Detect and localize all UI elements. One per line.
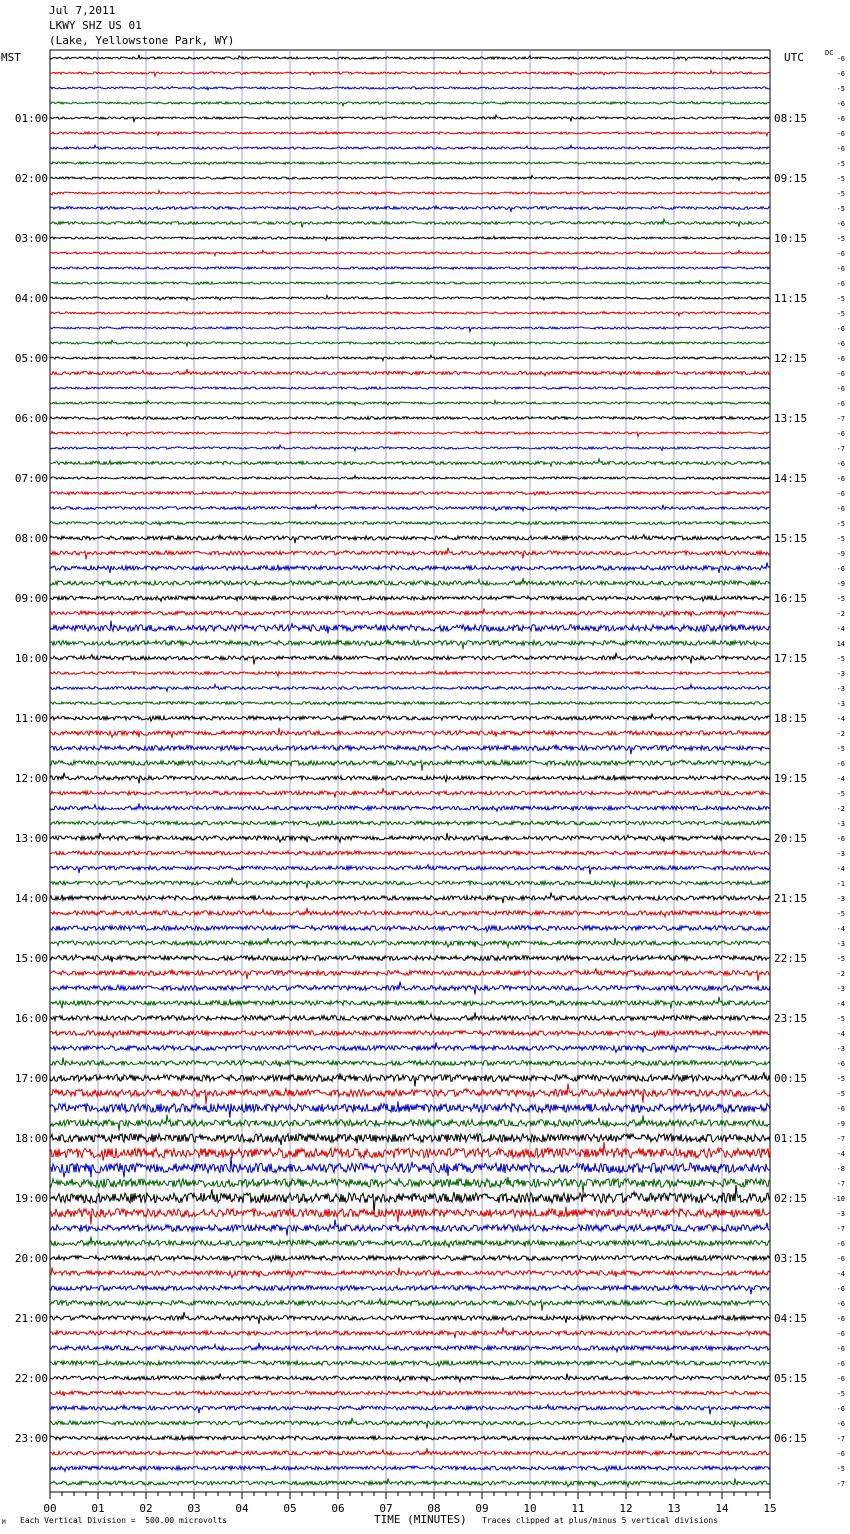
seismic-trace	[50, 1043, 770, 1053]
hour-label-right: 15:15	[774, 532, 808, 545]
seismic-trace	[50, 369, 770, 376]
seismic-trace	[50, 728, 770, 737]
dc-offset-value: -6	[836, 250, 845, 258]
dc-offset-value: -6	[836, 400, 845, 408]
seismic-trace	[50, 1268, 770, 1278]
hour-label-left: 23:00	[14, 1432, 48, 1445]
hour-label-left: 18:00	[14, 1132, 48, 1145]
seismic-trace	[50, 475, 770, 479]
seismic-trace	[50, 745, 770, 755]
hour-label-right: 16:15	[774, 592, 808, 605]
seismic-trace	[50, 1012, 770, 1020]
seismic-trace	[50, 431, 770, 437]
dc-offset-value: -6	[836, 145, 845, 153]
dc-offset-value: -7	[836, 1225, 845, 1233]
seismic-trace	[50, 578, 770, 585]
corner-mark: M	[2, 1519, 6, 1526]
dc-offset-value: -5	[836, 1390, 845, 1398]
seismic-trace	[50, 1084, 770, 1105]
seismic-trace	[50, 596, 770, 601]
seismic-trace	[50, 191, 770, 196]
dc-offset-value: -10	[832, 1195, 845, 1203]
hour-label-left: 06:00	[14, 412, 48, 425]
seismic-trace	[50, 445, 770, 451]
dc-offset-value: -5	[836, 1075, 845, 1083]
seismic-trace	[50, 401, 770, 406]
dc-offset-value: -2	[836, 805, 845, 813]
hour-label-right: 04:15	[774, 1312, 808, 1325]
dc-offset-value: -5	[836, 160, 845, 168]
hour-label-left: 05:00	[14, 352, 48, 365]
seismic-trace	[50, 417, 770, 420]
seismic-trace	[50, 865, 770, 875]
seismic-trace	[50, 1433, 770, 1443]
x-tick-label: 01	[91, 1502, 105, 1515]
seismic-trace	[50, 926, 770, 932]
seismic-trace	[50, 1479, 770, 1487]
seismic-trace	[50, 684, 770, 691]
dc-offset-value: -9	[836, 1120, 845, 1128]
seismic-trace	[50, 1256, 770, 1262]
dc-offset-value: -5	[836, 535, 845, 543]
seismic-trace	[50, 281, 770, 285]
x-tick-label: 12	[619, 1502, 633, 1515]
seismic-trace	[50, 653, 770, 665]
seismic-trace	[50, 505, 770, 511]
dc-offset-value: -7	[836, 445, 845, 453]
seismic-trace	[50, 387, 770, 390]
seismic-trace	[50, 1237, 770, 1248]
hour-label-left: 19:00	[14, 1192, 48, 1205]
dc-offset-value: -2	[836, 610, 845, 618]
hour-label-left: 11:00	[14, 712, 48, 725]
dc-offset-value: -3	[836, 670, 845, 678]
seismic-trace	[50, 997, 770, 1009]
seismic-trace	[50, 1312, 770, 1324]
x-tick-label: 08	[427, 1502, 441, 1515]
dc-offset-value: -6	[836, 475, 845, 483]
clip-note: Traces clipped at plus/minus 5 vertical divisions	[482, 1516, 719, 1525]
dc-offset-value: -5	[836, 1465, 845, 1473]
x-axis-label: TIME (MINUTES)	[374, 1513, 467, 1526]
hour-label-left: 04:00	[14, 292, 48, 305]
dc-offset-value: -5	[836, 175, 845, 183]
seismic-trace	[50, 609, 770, 617]
seismic-trace	[50, 1327, 770, 1338]
seismic-trace	[50, 1031, 770, 1038]
seismic-trace	[50, 1418, 770, 1429]
seismic-trace	[50, 326, 770, 332]
seismic-trace	[50, 355, 770, 360]
seismic-trace	[50, 492, 770, 496]
seismic-trace	[50, 1285, 770, 1295]
dc-offset-value: -5	[836, 595, 845, 603]
dc-offset-value: -5	[836, 790, 845, 798]
dc-offset-value: -3	[836, 820, 845, 828]
dc-offset-value: -6	[836, 760, 845, 768]
hour-label-left: 16:00	[14, 1012, 48, 1025]
dc-offset-value: -3	[836, 1210, 845, 1218]
seismic-trace	[50, 773, 770, 784]
seismic-trace	[50, 955, 770, 962]
seismic-trace	[50, 1299, 770, 1311]
location-label: (Lake, Yellowstone Park, WY)	[49, 34, 235, 47]
hour-label-right: 02:15	[774, 1192, 808, 1205]
dc-offset-value: -6	[836, 340, 845, 348]
hour-label-left: 01:00	[14, 112, 48, 125]
seismic-trace	[50, 296, 770, 301]
seismic-trace	[50, 340, 770, 346]
dc-offset-value: -6	[836, 565, 845, 573]
dc-offset-value: -4	[836, 1030, 845, 1038]
seismic-trace	[50, 145, 770, 149]
dc-offset-value: -6	[836, 1345, 845, 1353]
hour-label-right: 06:15	[774, 1432, 808, 1445]
hour-label-left: 10:00	[14, 652, 48, 665]
dc-offset-value: -7	[836, 1180, 845, 1188]
dc-offset-value: -6	[836, 1360, 845, 1368]
x-tick-label: 11	[571, 1502, 585, 1515]
seismic-trace	[50, 219, 770, 227]
seismic-trace	[50, 55, 770, 61]
hour-label-left: 22:00	[14, 1372, 48, 1385]
seismic-trace	[50, 714, 770, 722]
dc-offset-value: -5	[836, 1090, 845, 1098]
dc-offset-value: -5	[836, 295, 845, 303]
dc-offset-value: -3	[836, 685, 845, 693]
dc-offset-value: -8	[836, 1165, 845, 1173]
dc-offset-value: -7	[836, 1135, 845, 1143]
date-label: Jul 7,2011	[49, 4, 116, 17]
hour-label-right: 12:15	[774, 352, 808, 365]
dc-offset-value: -6	[836, 70, 845, 78]
seismic-trace	[50, 101, 770, 106]
seismic-trace	[50, 1374, 770, 1382]
hour-label-right: 23:15	[774, 1012, 808, 1025]
hour-label-right: 19:15	[774, 772, 808, 785]
dc-offset-value: -5	[836, 235, 845, 243]
x-tick-label: 09	[475, 1502, 489, 1515]
dc-offset-value: -5	[836, 205, 845, 213]
hour-label-left: 12:00	[14, 772, 48, 785]
seismic-trace	[50, 1405, 770, 1415]
dc-offset-value: -6	[836, 430, 845, 438]
seismic-trace	[50, 176, 770, 181]
dc-offset-value: -6	[836, 460, 845, 468]
seismic-trace	[50, 562, 770, 573]
dc-offset-value: -6	[836, 130, 845, 138]
dc-offset-value: -4	[836, 1270, 845, 1278]
hour-label-right: 18:15	[774, 712, 808, 725]
x-tick-label: 15	[763, 1502, 777, 1515]
seismic-trace	[50, 1220, 770, 1236]
dc-offset-value: -5	[836, 745, 845, 753]
station-label: LKWY SHZ US 01	[49, 19, 142, 32]
right-timezone-label: UTC	[784, 51, 804, 64]
seismic-trace	[50, 759, 770, 771]
dc-offset-value: -3	[836, 940, 845, 948]
dc-offset-value: -7	[836, 415, 845, 423]
dc-offset-value: -6	[836, 265, 845, 273]
dc-offset-value: -9	[836, 550, 845, 558]
seismic-trace	[50, 162, 770, 165]
seismic-trace	[50, 1343, 770, 1352]
seismic-trace	[50, 1058, 770, 1067]
hour-label-right: 20:15	[774, 832, 808, 845]
dc-offset-value: 14	[836, 640, 845, 648]
dc-offset-value: -6	[836, 1405, 845, 1413]
seismic-trace	[50, 803, 770, 811]
dc-offset-value: -5	[836, 520, 845, 528]
dc-offset-value: -5	[836, 655, 845, 663]
seismic-trace	[50, 1177, 770, 1194]
seismic-trace	[50, 969, 770, 981]
dc-offset-value: -6	[836, 1285, 845, 1293]
hour-label-left: 08:00	[14, 532, 48, 545]
x-tick-label: 00	[43, 1502, 57, 1515]
seismic-trace	[50, 71, 770, 77]
dc-offset-value: -6	[836, 1300, 845, 1308]
dc-offset-value: -5	[836, 190, 845, 198]
dc-offset-value: -6	[836, 1420, 845, 1428]
dc-offset-value: -4	[836, 1000, 845, 1008]
hour-label-left: 15:00	[14, 952, 48, 965]
dc-offset-value: -2	[836, 970, 845, 978]
hour-label-right: 01:15	[774, 1132, 808, 1145]
hour-label-right: 00:15	[774, 1072, 808, 1085]
dc-offset-value: -5	[836, 1015, 845, 1023]
dc-offset-value: -6	[836, 1060, 845, 1068]
seismic-trace	[50, 788, 770, 798]
hour-label-right: 05:15	[774, 1372, 808, 1385]
dc-offset-value: -1	[836, 880, 845, 888]
dc-offset-value: -4	[836, 715, 845, 723]
hour-label-left: 03:00	[14, 232, 48, 245]
x-tick-label: 14	[715, 1502, 729, 1515]
dc-offset-value: -3	[836, 700, 845, 708]
seismic-trace	[50, 1072, 770, 1086]
seismic-trace	[50, 521, 770, 525]
dc-offset-value: -5	[836, 910, 845, 918]
plot-frame	[50, 50, 770, 1492]
seismic-trace	[50, 1134, 770, 1145]
seismic-trace	[50, 671, 770, 676]
seismic-trace	[50, 1448, 770, 1455]
dc-offset-value: -6	[836, 1315, 845, 1323]
dc-offset-value: -6	[836, 55, 845, 63]
dc-offset-value: -3	[836, 850, 845, 858]
hour-label-right: 14:15	[774, 472, 808, 485]
seismic-trace	[50, 1361, 770, 1367]
seismic-trace	[50, 87, 770, 90]
seismic-trace	[50, 1391, 770, 1396]
seismic-trace	[50, 206, 770, 212]
dc-offset-value: -4	[836, 625, 845, 633]
seismic-trace	[50, 640, 770, 650]
dc-offset-value: -3	[836, 1045, 845, 1053]
dc-offset-value: -6	[836, 835, 845, 843]
hour-label-right: 09:15	[774, 172, 808, 185]
x-tick-label: 07	[379, 1502, 393, 1515]
dc-offset-value: -7	[836, 1435, 845, 1443]
hour-label-left: 21:00	[14, 1312, 48, 1325]
x-tick-label: 04	[235, 1502, 249, 1515]
hour-label-right: 03:15	[774, 1252, 808, 1265]
dc-offset-value: -6	[836, 325, 845, 333]
seismic-trace	[50, 131, 770, 135]
seismic-trace	[50, 938, 770, 947]
dc-offset-value: -4	[836, 1150, 845, 1158]
hour-label-right: 10:15	[774, 232, 808, 245]
dc-offset-value: -9	[836, 580, 845, 588]
seismic-trace	[50, 548, 770, 560]
hour-label-right: 17:15	[774, 652, 808, 665]
hour-label-left: 17:00	[14, 1072, 48, 1085]
hour-label-left: 09:00	[14, 592, 48, 605]
hour-label-left: 14:00	[14, 892, 48, 905]
hour-label-left: 13:00	[14, 832, 48, 845]
x-tick-label: 06	[331, 1502, 345, 1515]
hour-label-left: 02:00	[14, 172, 48, 185]
dc-offset-value: -6	[836, 1240, 845, 1248]
dc-offset-value: -6	[836, 370, 845, 378]
dc-offset-value: -6	[836, 355, 845, 363]
hour-label-right: 13:15	[774, 412, 808, 425]
dc-offset-value: -4	[836, 925, 845, 933]
hour-label-right: 11:15	[774, 292, 808, 305]
seismic-trace	[50, 850, 770, 855]
dc-offset-value: -6	[836, 100, 845, 108]
hour-label-left: 20:00	[14, 1252, 48, 1265]
dc-offset-value: -6	[836, 505, 845, 513]
x-tick-label: 10	[523, 1502, 537, 1515]
seismic-trace	[50, 236, 770, 240]
seismic-trace	[50, 459, 770, 467]
seismic-trace	[50, 982, 770, 995]
seismic-trace	[50, 908, 770, 917]
dc-offset-value: -6	[836, 280, 845, 288]
hour-label-right: 21:15	[774, 892, 808, 905]
seismic-trace	[50, 878, 770, 889]
dc-offset-value: -5	[836, 310, 845, 318]
seismic-trace	[50, 267, 770, 270]
dc-offset-value: -6	[836, 220, 845, 228]
dc-offset-value: -6	[836, 115, 845, 123]
seismic-trace	[50, 1207, 770, 1225]
seismic-trace	[50, 821, 770, 826]
seismic-trace	[50, 621, 770, 634]
dc-offset-value: -6	[836, 1330, 845, 1338]
hour-label-left: 07:00	[14, 472, 48, 485]
seismic-trace	[50, 1142, 770, 1161]
seismic-trace	[50, 115, 770, 122]
seismic-trace	[50, 1157, 770, 1178]
x-tick-label: 02	[139, 1502, 153, 1515]
seismic-trace	[50, 535, 770, 544]
dc-offset-value: -6	[836, 490, 845, 498]
dc-offset-value: -4	[836, 865, 845, 873]
seismic-trace	[50, 1466, 770, 1471]
x-tick-label: 03	[187, 1502, 201, 1515]
hour-label-right: 08:15	[774, 112, 808, 125]
dc-offset-header: DC	[825, 49, 834, 57]
seismic-trace	[50, 311, 770, 315]
scale-note: Each Vertical Division = 500.00 microvolts	[20, 1516, 228, 1525]
dc-offset-value: -6	[836, 1375, 845, 1383]
dc-offset-value: -4	[836, 775, 845, 783]
seismic-trace	[50, 1115, 770, 1131]
dc-offset-value: -6	[836, 1255, 845, 1263]
seismic-trace	[50, 833, 770, 842]
dc-offset-value: -3	[836, 895, 845, 903]
seismic-trace	[50, 702, 770, 706]
dc-offset-value: -2	[836, 730, 845, 738]
dc-offset-value: -6	[836, 1105, 845, 1113]
dc-offset-value: -5	[836, 85, 845, 93]
dc-offset-value: -3	[836, 985, 845, 993]
hour-label-right: 22:15	[774, 952, 808, 965]
dc-offset-value: -6	[836, 385, 845, 393]
seismic-trace	[50, 892, 770, 903]
x-tick-label: 13	[667, 1502, 681, 1515]
left-timezone-label: MST	[1, 51, 21, 64]
dc-offset-value: -5	[836, 955, 845, 963]
seismic-trace	[50, 1101, 770, 1117]
dc-offset-value: -7	[836, 1480, 845, 1488]
x-tick-label: 05	[283, 1502, 297, 1515]
dc-offset-value: -6	[836, 1450, 845, 1458]
seismic-trace	[50, 250, 770, 255]
